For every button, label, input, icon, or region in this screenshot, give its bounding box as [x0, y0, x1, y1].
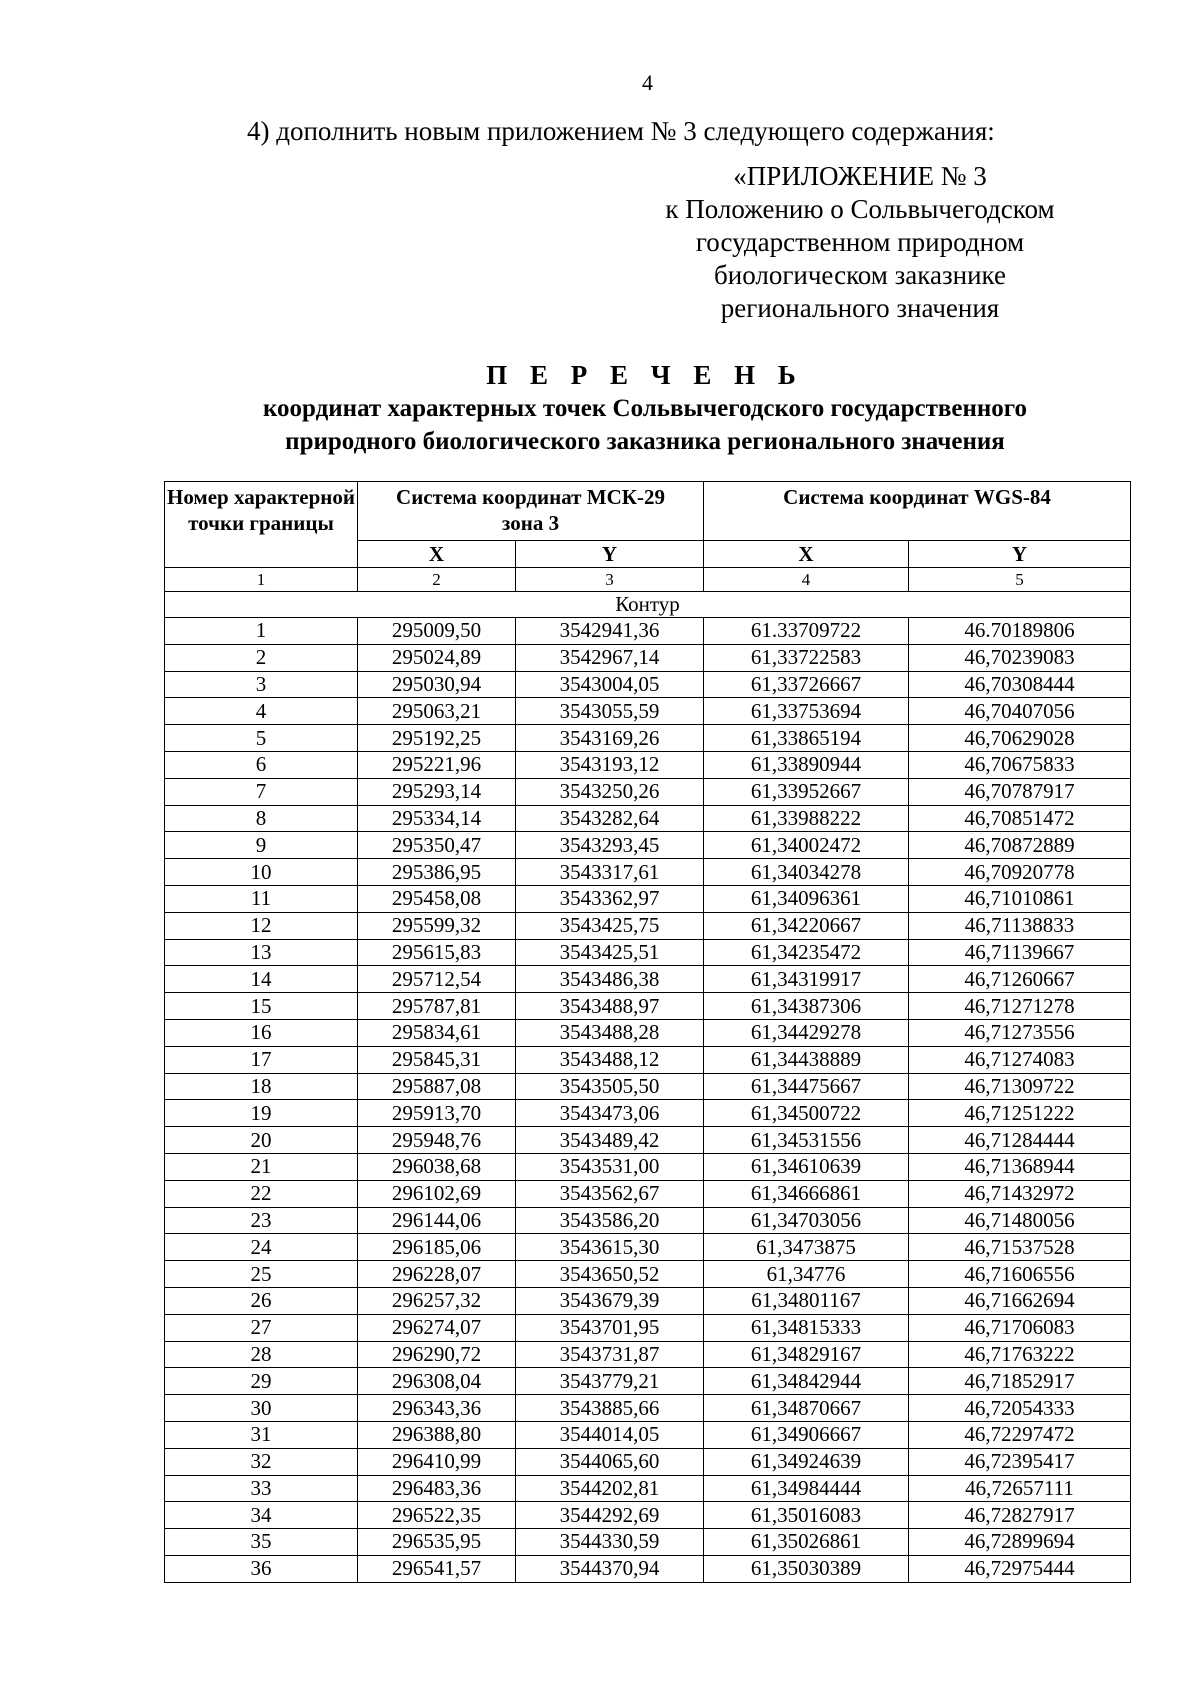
- table-row: [165, 1287, 1131, 1314]
- wgs-x-cell: 61,35026861: [704, 1529, 909, 1556]
- point-number-cell: 3: [165, 671, 358, 698]
- msk-y-cell: 3543193,12: [516, 751, 704, 778]
- wgs-x-cell: 61,35030389: [704, 1555, 909, 1582]
- table-row: [165, 1127, 1131, 1154]
- msk-y-cell: 3543701,95: [516, 1314, 704, 1341]
- wgs-x-cell: 61,33726667: [704, 671, 909, 698]
- wgs-y-cell: 46,70851472: [909, 805, 1131, 832]
- table-row: [165, 618, 1131, 645]
- point-number-cell: 27: [165, 1314, 358, 1341]
- point-number-cell: 30: [165, 1395, 358, 1422]
- wgs-y-cell: 46,71662694: [909, 1287, 1131, 1314]
- wgs-x-cell: 61,34924639: [704, 1448, 909, 1475]
- msk-x-cell: 295913,70: [358, 1100, 516, 1127]
- wgs-y-cell: 46,71274083: [909, 1046, 1131, 1073]
- wgs-x-cell: 61,3473875: [704, 1234, 909, 1261]
- coordinates-table: [164, 481, 1131, 1583]
- msk-y-cell: 3543488,97: [516, 993, 704, 1020]
- table-row: [165, 859, 1131, 886]
- msk-y-cell: 3543169,26: [516, 725, 704, 752]
- table-row: [165, 778, 1131, 805]
- column-index: 4: [704, 568, 909, 592]
- point-number-cell: 23: [165, 1207, 358, 1234]
- msk-x-cell: 295386,95: [358, 859, 516, 886]
- point-number-cell: 14: [165, 966, 358, 993]
- section-row: [165, 592, 1131, 618]
- msk-x-cell: 295334,14: [358, 805, 516, 832]
- wgs-y-cell: 46,71260667: [909, 966, 1131, 993]
- point-number-cell: 5: [165, 725, 358, 752]
- appendix-line: государственном природном: [695, 227, 1025, 257]
- msk-y-cell: 3543779,21: [516, 1368, 704, 1395]
- msk-x-cell: 295350,47: [358, 832, 516, 859]
- point-number-cell: 19: [165, 1100, 358, 1127]
- msk-y-cell: 3543425,75: [516, 912, 704, 939]
- wgs-x-cell: 61,34235472: [704, 939, 909, 966]
- wgs-x-cell: 61,34906667: [704, 1421, 909, 1448]
- msk-x-cell: 296541,57: [358, 1555, 516, 1582]
- table-row: [165, 939, 1131, 966]
- table-row: [165, 1395, 1131, 1422]
- wgs-y-cell: 46,72975444: [909, 1555, 1131, 1582]
- point-number-cell: 4: [165, 698, 358, 725]
- table-row: [165, 993, 1131, 1020]
- msk-y-cell: 3543586,20: [516, 1207, 704, 1234]
- msk-y-cell: 3543505,50: [516, 1073, 704, 1100]
- msk-x-cell: 296343,36: [358, 1395, 516, 1422]
- table-row: [165, 805, 1131, 832]
- table-row: [165, 1019, 1131, 1046]
- msk-x-cell: 295024,89: [358, 644, 516, 671]
- wgs-y-cell: 46,71010861: [909, 885, 1131, 912]
- wgs-y-cell: 46,71309722: [909, 1073, 1131, 1100]
- page-number: 4: [642, 70, 653, 95]
- point-number-cell: 15: [165, 993, 358, 1020]
- wgs-y-cell: 46,70872889: [909, 832, 1131, 859]
- wgs-y-cell: 46,70239083: [909, 644, 1131, 671]
- msk-x-cell: 296185,06: [358, 1234, 516, 1261]
- msk-y-cell: 3543004,05: [516, 671, 704, 698]
- msk-y-cell: 3544014,05: [516, 1421, 704, 1448]
- wgs-y-cell: 46,72899694: [909, 1529, 1131, 1556]
- table-row: [165, 1046, 1131, 1073]
- point-number-cell: 25: [165, 1261, 358, 1288]
- header-wgs-system: Система координат WGS-84: [704, 482, 1131, 541]
- point-number-cell: 10: [165, 859, 358, 886]
- wgs-y-cell: 46,71368944: [909, 1153, 1131, 1180]
- wgs-x-cell: 61,34034278: [704, 859, 909, 886]
- table-row: [165, 698, 1131, 725]
- wgs-x-cell: 61,34475667: [704, 1073, 909, 1100]
- msk-y-cell: 3543650,52: [516, 1261, 704, 1288]
- header-msk-y: Y: [516, 541, 704, 568]
- point-number-cell: 22: [165, 1180, 358, 1207]
- point-number-cell: 7: [165, 778, 358, 805]
- msk-x-cell: 296410,99: [358, 1448, 516, 1475]
- header-point-number: Номер характерной точки границы: [165, 482, 358, 568]
- wgs-y-cell: 46,70920778: [909, 859, 1131, 886]
- point-number-cell: 1: [165, 618, 358, 645]
- header-wgs-x: X: [704, 541, 909, 568]
- msk-x-cell: 296522,35: [358, 1502, 516, 1529]
- table-row: [165, 1153, 1131, 1180]
- wgs-y-cell: 46,71537528: [909, 1234, 1131, 1261]
- title-line: координат характерных точек Сольвычегодского государственного: [262, 395, 1028, 422]
- point-number-cell: 36: [165, 1555, 358, 1582]
- point-number-cell: 8: [165, 805, 358, 832]
- msk-y-cell: 3544202,81: [516, 1475, 704, 1502]
- point-number-cell: 12: [165, 912, 358, 939]
- appendix-line: регионального значения: [720, 293, 1000, 323]
- msk-y-cell: 3543488,28: [516, 1019, 704, 1046]
- msk-y-cell: 3543250,26: [516, 778, 704, 805]
- wgs-x-cell: 61,34096361: [704, 885, 909, 912]
- msk-x-cell: 296388,80: [358, 1421, 516, 1448]
- point-number-cell: 34: [165, 1502, 358, 1529]
- appendix-header: [640, 160, 1080, 325]
- point-number-cell: 16: [165, 1019, 358, 1046]
- point-number-cell: 24: [165, 1234, 358, 1261]
- point-number-cell: 13: [165, 939, 358, 966]
- msk-x-cell: 296308,04: [358, 1368, 516, 1395]
- wgs-y-cell: 46,70629028: [909, 725, 1131, 752]
- section-label: Контур: [165, 592, 1131, 618]
- msk-x-cell: 296257,32: [358, 1287, 516, 1314]
- table-row: [165, 1341, 1131, 1368]
- wgs-y-cell: 46,71139667: [909, 939, 1131, 966]
- msk-x-cell: 296102,69: [358, 1180, 516, 1207]
- msk-x-cell: 295293,14: [358, 778, 516, 805]
- msk-y-cell: 3543317,61: [516, 859, 704, 886]
- wgs-y-cell: 46,72827917: [909, 1502, 1131, 1529]
- msk-y-cell: 3543425,51: [516, 939, 704, 966]
- msk-x-cell: 295458,08: [358, 885, 516, 912]
- msk-x-cell: 296144,06: [358, 1207, 516, 1234]
- wgs-x-cell: 61,34220667: [704, 912, 909, 939]
- wgs-y-cell: 46,71138833: [909, 912, 1131, 939]
- msk-y-cell: 3543885,66: [516, 1395, 704, 1422]
- msk-y-cell: 3543293,45: [516, 832, 704, 859]
- intro-text: 4) дополнить новым приложением № 3 следующего содержания:: [247, 116, 995, 146]
- point-number-cell: 20: [165, 1127, 358, 1154]
- point-number-cell: 32: [165, 1448, 358, 1475]
- wgs-x-cell: 61,35016083: [704, 1502, 909, 1529]
- msk-y-cell: 3543562,67: [516, 1180, 704, 1207]
- msk-x-cell: 295599,32: [358, 912, 516, 939]
- wgs-x-cell: 61,34842944: [704, 1368, 909, 1395]
- wgs-x-cell: 61,34829167: [704, 1341, 909, 1368]
- msk-y-cell: 3542967,14: [516, 644, 704, 671]
- msk-x-cell: 296274,07: [358, 1314, 516, 1341]
- msk-x-cell: 295221,96: [358, 751, 516, 778]
- wgs-x-cell: 61,34429278: [704, 1019, 909, 1046]
- wgs-x-cell: 61.33709722: [704, 618, 909, 645]
- wgs-x-cell: 61,34438889: [704, 1046, 909, 1073]
- msk-y-cell: 3544292,69: [516, 1502, 704, 1529]
- wgs-y-cell: 46,72395417: [909, 1448, 1131, 1475]
- table-row: [165, 644, 1131, 671]
- column-index: 5: [909, 568, 1131, 592]
- msk-y-cell: 3544065,60: [516, 1448, 704, 1475]
- point-number-cell: 31: [165, 1421, 358, 1448]
- wgs-x-cell: 61,33753694: [704, 698, 909, 725]
- msk-x-cell: 295615,83: [358, 939, 516, 966]
- table-row: [165, 966, 1131, 993]
- msk-y-cell: 3543615,30: [516, 1234, 704, 1261]
- column-index: 2: [358, 568, 516, 592]
- wgs-x-cell: 61,34815333: [704, 1314, 909, 1341]
- table-row: [165, 1502, 1131, 1529]
- msk-x-cell: 296483,36: [358, 1475, 516, 1502]
- point-number-cell: 18: [165, 1073, 358, 1100]
- msk-x-cell: 295845,31: [358, 1046, 516, 1073]
- wgs-y-cell: 46,72054333: [909, 1395, 1131, 1422]
- msk-y-cell: 3543055,59: [516, 698, 704, 725]
- wgs-y-cell: 46,71852917: [909, 1368, 1131, 1395]
- wgs-x-cell: 61,33865194: [704, 725, 909, 752]
- msk-x-cell: 296535,95: [358, 1529, 516, 1556]
- wgs-y-cell: 46,72297472: [909, 1421, 1131, 1448]
- point-number-cell: 2: [165, 644, 358, 671]
- msk-y-cell: 3543473,06: [516, 1100, 704, 1127]
- header-msk-line: зона 3: [501, 511, 560, 535]
- table-row: [165, 1421, 1131, 1448]
- wgs-x-cell: 61,33988222: [704, 805, 909, 832]
- msk-x-cell: 295063,21: [358, 698, 516, 725]
- wgs-x-cell: 61,34387306: [704, 993, 909, 1020]
- msk-y-cell: 3542941,36: [516, 618, 704, 645]
- point-number-cell: 29: [165, 1368, 358, 1395]
- wgs-x-cell: 61,34870667: [704, 1395, 909, 1422]
- table-row: [165, 1234, 1131, 1261]
- point-number-cell: 21: [165, 1153, 358, 1180]
- table-row: [165, 725, 1131, 752]
- msk-x-cell: 296228,07: [358, 1261, 516, 1288]
- msk-y-cell: 3543679,39: [516, 1287, 704, 1314]
- wgs-y-cell: 46,71763222: [909, 1341, 1131, 1368]
- table-row: [165, 1261, 1131, 1288]
- msk-y-cell: 3543362,97: [516, 885, 704, 912]
- wgs-x-cell: 61,34666861: [704, 1180, 909, 1207]
- wgs-y-cell: 46,70407056: [909, 698, 1131, 725]
- msk-x-cell: 296290,72: [358, 1341, 516, 1368]
- wgs-y-cell: 46,71273556: [909, 1019, 1131, 1046]
- msk-y-cell: 3543282,64: [516, 805, 704, 832]
- msk-x-cell: 295009,50: [358, 618, 516, 645]
- wgs-x-cell: 61,34500722: [704, 1100, 909, 1127]
- wgs-y-cell: 46,71606556: [909, 1261, 1131, 1288]
- msk-y-cell: 3543731,87: [516, 1341, 704, 1368]
- msk-x-cell: 295787,81: [358, 993, 516, 1020]
- title-line: природного биологического заказника регионального значения: [285, 428, 1005, 455]
- header-wgs-y: Y: [909, 541, 1131, 568]
- table-row: [165, 885, 1131, 912]
- wgs-y-cell: 46,71284444: [909, 1127, 1131, 1154]
- table-row: [165, 1368, 1131, 1395]
- column-index: 1: [165, 568, 358, 592]
- wgs-y-cell: 46,71271278: [909, 993, 1131, 1020]
- point-number-cell: 11: [165, 885, 358, 912]
- msk-y-cell: 3544370,94: [516, 1555, 704, 1582]
- wgs-y-cell: 46,72657111: [909, 1475, 1131, 1502]
- wgs-x-cell: 61,34776: [704, 1261, 909, 1288]
- msk-x-cell: 295030,94: [358, 671, 516, 698]
- point-number-cell: 17: [165, 1046, 358, 1073]
- msk-y-cell: 3543531,00: [516, 1153, 704, 1180]
- point-number-cell: 26: [165, 1287, 358, 1314]
- wgs-x-cell: 61,34984444: [704, 1475, 909, 1502]
- table-row: [165, 1529, 1131, 1556]
- point-number-cell: 33: [165, 1475, 358, 1502]
- table-row: [165, 751, 1131, 778]
- table-row: [165, 1314, 1131, 1341]
- wgs-x-cell: 61,33890944: [704, 751, 909, 778]
- msk-x-cell: 296038,68: [358, 1153, 516, 1180]
- wgs-x-cell: 61,33952667: [704, 778, 909, 805]
- wgs-y-cell: 46,70787917: [909, 778, 1131, 805]
- wgs-y-cell: 46,70675833: [909, 751, 1131, 778]
- table-row: [165, 1100, 1131, 1127]
- appendix-line: биологическом заказнике: [714, 260, 1006, 290]
- table-row: [165, 671, 1131, 698]
- wgs-x-cell: 61,33722583: [704, 644, 909, 671]
- msk-x-cell: 295834,61: [358, 1019, 516, 1046]
- title-heading: П Е Р Е Ч Е Н Ь: [486, 360, 804, 390]
- wgs-y-cell: 46.70189806: [909, 618, 1131, 645]
- msk-x-cell: 295712,54: [358, 966, 516, 993]
- column-index-row: [165, 568, 1131, 592]
- wgs-y-cell: 46,71432972: [909, 1180, 1131, 1207]
- wgs-y-cell: 46,71706083: [909, 1314, 1131, 1341]
- msk-y-cell: 3543489,42: [516, 1127, 704, 1154]
- msk-x-cell: 295948,76: [358, 1127, 516, 1154]
- point-number-cell: 6: [165, 751, 358, 778]
- wgs-y-cell: 46,71251222: [909, 1100, 1131, 1127]
- table-row: [165, 1555, 1131, 1582]
- msk-y-cell: 3544330,59: [516, 1529, 704, 1556]
- table-row: [165, 912, 1131, 939]
- table-row: [165, 1207, 1131, 1234]
- msk-y-cell: 3543488,12: [516, 1046, 704, 1073]
- point-number-cell: 9: [165, 832, 358, 859]
- table-row: [165, 1448, 1131, 1475]
- table-row: [165, 1475, 1131, 1502]
- point-number-cell: 35: [165, 1529, 358, 1556]
- msk-y-cell: 3543486,38: [516, 966, 704, 993]
- wgs-x-cell: 61,34319917: [704, 966, 909, 993]
- appendix-line: «ПРИЛОЖЕНИЕ № 3: [733, 161, 987, 191]
- table-row: [165, 832, 1131, 859]
- column-index: 3: [516, 568, 704, 592]
- wgs-x-cell: 61,34531556: [704, 1127, 909, 1154]
- msk-x-cell: 295887,08: [358, 1073, 516, 1100]
- wgs-x-cell: 61,34703056: [704, 1207, 909, 1234]
- header-msk-line: Система координат МСК-29: [396, 485, 665, 509]
- document-title: [160, 358, 1130, 458]
- wgs-x-cell: 61,34610639: [704, 1153, 909, 1180]
- header-msk-x: X: [358, 541, 516, 568]
- table-row: [165, 1180, 1131, 1207]
- msk-x-cell: 295192,25: [358, 725, 516, 752]
- header-msk-system: [358, 482, 704, 541]
- appendix-line: к Положению о Сольвычегодском: [665, 194, 1055, 224]
- wgs-y-cell: 46,70308444: [909, 671, 1131, 698]
- wgs-x-cell: 61,34801167: [704, 1287, 909, 1314]
- wgs-x-cell: 61,34002472: [704, 832, 909, 859]
- wgs-y-cell: 46,71480056: [909, 1207, 1131, 1234]
- point-number-cell: 28: [165, 1341, 358, 1368]
- table-row: [165, 1073, 1131, 1100]
